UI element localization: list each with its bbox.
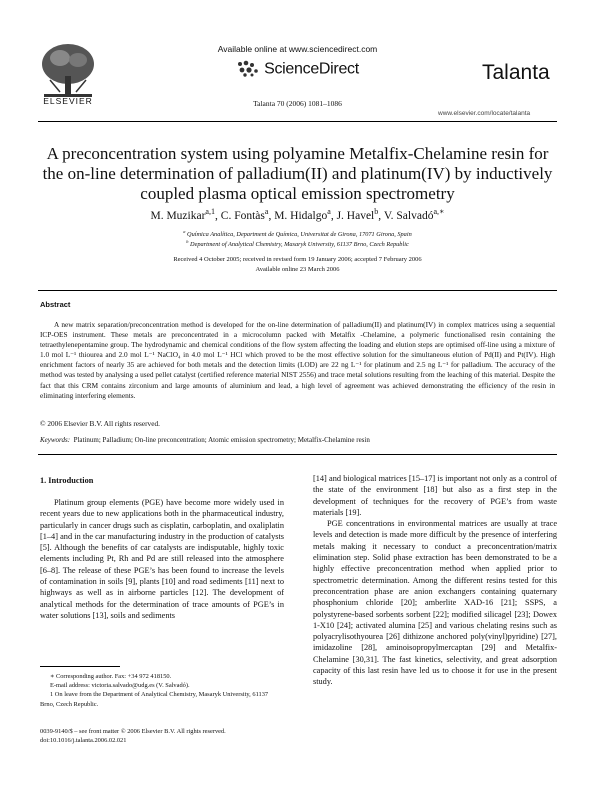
journal-title-logo: Talanta [482, 61, 550, 84]
author: M. Muzikar$^{a,1}$ [150, 207, 216, 222]
on-leave-note: 1 On leave from the Department of Analytical Chemistry, Masaryk University, 61137 Brno, Czech Republic. [40, 691, 269, 708]
abstract-body: A new matrix separation/preconcentration method is developed for the on-line determination of palladium(II) and platinum(IV) in complex matrices using a sequential ICP-OES instrument. These metals are preconcentrated in a microcolumn packed with Metalfix -Chelamine, a polymeric functionalised resin containing the tetraethylenepentamine group. The hydrodynamic and chemical conditions of the flow system affecting the loading and elution steps are optimised off-line using a mixture of 1.0 mol L⁻¹ thiourea and 2.0 mol L⁻¹ NaClO₄ in 4.0 mol L⁻¹ HCl which proved to be the most effective solution for the simultaneous elution of Pd(II) and Pt(IV). High enrichment factors of nearly 35 are achieved for both metals and the detection limits (LOD) are 22 ng L⁻¹ for platinum and 2.5 ng L⁻¹ for palladium. The accuracy of the method was tested by analysing a used pellet catalyst (certified reference material NIST 2556) and trace metal solutions resulting from the leaching of this material. Despite the fact that this CRM contains zirconium and large amounts of aluminium and lead, a high level of agreement was achieved demonstrating the efficiency of the resin in eliminating interfering elements. [40, 320, 555, 400]
received-dates: Received 4 October 2005; received in revised form 19 January 2006; accepted 7 February 2006 [173, 256, 422, 263]
intro-paragraph: PGE concentrations in environmental matrices are usually at trace levels and detection is made more difficult by the presence of interfering metals making it necessary to conduct a preconcentration/matrix elimination step. Solid phase extraction has been demonstrated to be a highly effective preconcentration method when applied prior to spectrometric determination. Among the different resins tested for this preconcentration phase are anion exchangers containing quaternary phosphonium chloride [20]; amberlite XAD-16 [21]; SSPS, a polystyrene-based sorbents sorbent [22]; modified silicagel [23]; Dowex 1-X10 [24]; activated alumina [25] and various chelating resins such as polyacrylisothyourea [26] dithizone anchored poly(vinyl)pyridine) [27], imidazoline [28], aminoisopropylmercaptan [29] and Metalfix-Chelamine [30,31]. The fast kinetics, selectivity, and great adsorption capacity of this last resin have led us to choose it for use in the present study. [313, 519, 557, 687]
sciencedirect-wordmark: ScienceDirect [264, 60, 359, 78]
doi-link[interactable]: doi:10.1016/j.talanta.2006.02.021 [40, 737, 127, 745]
intro-paragraph: [14] and biological matrices [15–17] is important not only as a control of the state of the environment [18] but also as a first step in the development of techniques for the recovery of PGE’s from waste materials [19]. [313, 474, 557, 517]
right-column [313, 473, 557, 688]
abstract-heading: Abstract [40, 300, 71, 309]
email-note[interactable]: E-mail address: victoria.salvado@udg.es (V. Salvadó). [50, 682, 190, 690]
author: C. Fontàs$^a$ [220, 207, 269, 222]
keywords: Keywords: Platinum; Palladium; On-line preconcentration; Atomic emission spectrometry; Metalfix-Chelamine resin [40, 436, 370, 444]
abstract-copyright: © 2006 Elsevier B.V. All rights reserved. [40, 419, 160, 428]
footnote-rule [40, 666, 120, 667]
abstract-top-rule [38, 290, 557, 291]
journal-citation: Talanta 70 (2006) 1081–1086 [253, 99, 342, 108]
publisher-name: ELSEVIER [43, 96, 93, 106]
journal-url[interactable]: www.elsevier.com/locate/talanta [438, 110, 531, 117]
author: J. Havel$^b$ [336, 207, 379, 222]
affiliation-b: $^b$ Department of Analytical Chemistry, Masaryk University, 61137 Brno, Czech Republic [186, 238, 409, 248]
abstract-bottom-rule [38, 454, 557, 455]
section-heading: 1. Introduction [40, 476, 94, 485]
author: V. Salvadó$^{a,∗}$ [383, 207, 445, 222]
front-matter-line: 0039-9140/$ – see front matter © 2006 Elsevier B.V. All rights reserved. [40, 728, 226, 735]
author: M. Hidalgo$^a$ [274, 207, 331, 222]
article-title: A preconcentration system using polyamine Metalfix-Chelamine resin for the on-line determination of palladium(II) and platinum(IV) by inductively coupled plasma optical emission spectrometry [42, 144, 553, 203]
footnotes [40, 672, 284, 709]
header-rule [38, 121, 557, 122]
available-online-line: Available online at www.sciencedirect.com [217, 44, 378, 54]
author-list: M. Muzikar$^{a,1}$, C. Fontàs$^a$, M. Hidalgo$^a$, J. Havel$^b$, V. Salvadó$^{a,∗}$ [150, 207, 445, 222]
affiliation-a: $^a$ Química Analítica, Department de Química, Universitat de Girona, 17071 Girona, Spain [183, 228, 412, 238]
sciencedirect-dots-icon [236, 60, 260, 78]
issn-block [40, 727, 300, 745]
corresponding-author-note: ∗ Corresponding author. Fax: +34 972 418150. [50, 673, 172, 680]
left-column [40, 497, 284, 621]
intro-paragraph: Platinum group elements (PGE) have become more widely used in recent years due to new applications both in the pharmaceutical industry, particularly in cancer drugs such as cisplatin, carboplatin, and oxaliplatin [1–4] and in the car manufacturing industry in the production of catalysts [5]. Although the benefits of car catalysts are indisputable, highly toxic elements including Pt, Rh and Pd are still released into the atmosphere [6–8]. The release of these PGE’s has been found to increase the levels of contamination in soils [9], plants [10] and road sediments [11] next to highways as well as in airborne particles [12]. The development of analytical methods for the determination of trace amounts of PGE’s in water solutions [13], soils and sediments [40, 498, 284, 620]
available-date: Available online 23 March 2006 [255, 266, 340, 273]
